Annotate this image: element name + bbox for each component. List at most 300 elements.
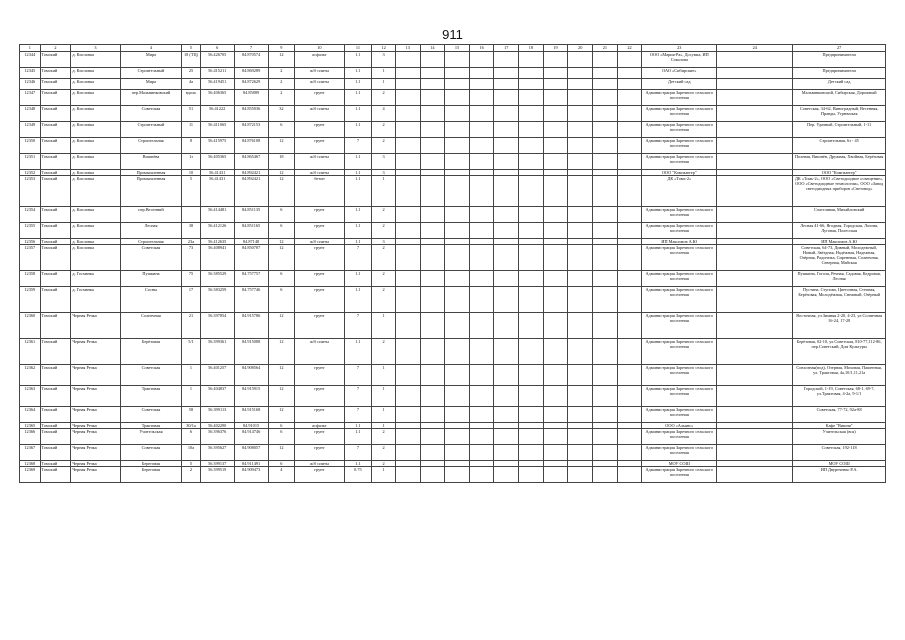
- empty-cell: [568, 287, 593, 313]
- house-cell: 75: [182, 271, 200, 287]
- settlement-cell: Черная Речка: [71, 339, 120, 365]
- empty-cell: [593, 445, 618, 461]
- longitude-cell: 84.870574: [234, 52, 268, 68]
- empty-cell: [717, 122, 793, 138]
- empty-cell: [543, 313, 568, 339]
- empty-cell: [519, 467, 544, 483]
- surface-cell: грунт: [295, 467, 344, 483]
- empty-cell: [617, 223, 642, 239]
- latitude-cell: 56.383259: [200, 287, 234, 313]
- latitude-cell: 56.401257: [200, 365, 234, 386]
- empty-cell: [717, 68, 793, 79]
- house-cell: 30/1а: [182, 423, 200, 429]
- empty-cell: [445, 313, 470, 339]
- owner-cell: МОУ СОШ: [642, 461, 717, 467]
- empty-cell: [445, 445, 470, 461]
- area-cell: 1.1: [344, 68, 372, 79]
- empty-cell: [717, 138, 793, 154]
- settlement-cell: Черная Речка: [71, 461, 120, 467]
- empty-cell: [420, 176, 445, 207]
- volume-cell: 12: [268, 245, 295, 271]
- container-count-cell: 4: [372, 106, 396, 122]
- settlement-cell: Черная Речка: [71, 445, 120, 461]
- waste-sources-cell: Советская, 34-62, Виноградный, Весенняя, Правды, Угрюмская: [793, 106, 886, 122]
- empty-cell: [568, 52, 593, 68]
- owner-cell: ОАО «Сибирские»: [642, 68, 717, 79]
- empty-cell: [593, 245, 618, 271]
- empty-cell: [494, 386, 519, 407]
- empty-cell: [543, 245, 568, 271]
- empty-cell: [519, 271, 544, 287]
- surface-cell: ж/б плиты: [295, 154, 344, 170]
- empty-cell: [420, 223, 445, 239]
- settlement-cell: Черная Речка: [71, 467, 120, 483]
- district-cell: Томский: [40, 313, 71, 339]
- latitude-cell: 56.405365: [200, 154, 234, 170]
- empty-cell: [395, 339, 420, 365]
- area-cell: 1.1: [344, 287, 372, 313]
- settlement-cell: Черная Речка: [71, 365, 120, 386]
- surface-cell: грунт: [295, 223, 344, 239]
- empty-cell: [593, 365, 618, 386]
- district-cell: Томский: [40, 429, 71, 445]
- table-row: [20, 245, 886, 271]
- longitude-cell: 84.892421: [234, 176, 268, 207]
- waste-sources-cell: Строительная, 6з - 45: [793, 138, 886, 154]
- empty-cell: [717, 429, 793, 445]
- surface-cell: грунт: [295, 407, 344, 423]
- empty-cell: [519, 68, 544, 79]
- area-cell: 1.1: [344, 106, 372, 122]
- owner-cell: Администрация Заречного сельского поселения: [642, 287, 717, 313]
- site-id-cell: 12367: [20, 445, 41, 461]
- empty-cell: [494, 90, 519, 106]
- empty-cell: [543, 68, 568, 79]
- district-cell: Томский: [40, 365, 71, 386]
- site-id-cell: 12348: [20, 106, 41, 122]
- house-cell: 25: [182, 68, 200, 79]
- street-cell: Берёзовая: [120, 339, 182, 365]
- empty-cell: [445, 271, 470, 287]
- district-cell: Томский: [40, 423, 71, 429]
- container-count-cell: 2: [372, 271, 396, 287]
- empty-cell: [593, 154, 618, 170]
- empty-cell: [420, 79, 445, 90]
- empty-cell: [420, 122, 445, 138]
- volume-cell: 6: [268, 423, 295, 429]
- empty-cell: [395, 245, 420, 271]
- volume-cell: 6: [268, 429, 295, 445]
- district-cell: Томский: [40, 467, 71, 483]
- container-count-cell: 2: [372, 245, 396, 271]
- table-row: [20, 467, 886, 483]
- latitude-cell: 56.412126: [200, 223, 234, 239]
- empty-cell: [593, 52, 618, 68]
- empty-cell: [717, 313, 793, 339]
- area-cell: 7: [344, 386, 372, 407]
- house-cell: 17: [182, 287, 200, 313]
- street-cell: Пушкина: [120, 271, 182, 287]
- surface-cell: ж/б плиты: [295, 339, 344, 365]
- empty-cell: [469, 445, 494, 461]
- empty-cell: [617, 339, 642, 365]
- page-number: 911: [442, 27, 463, 42]
- owner-cell: Администрация Заречного сельского поселения: [642, 467, 717, 483]
- empty-cell: [519, 79, 544, 90]
- empty-cell: [593, 68, 618, 79]
- site-id-cell: 12349: [20, 122, 41, 138]
- street-cell: Советская: [120, 365, 182, 386]
- empty-cell: [395, 287, 420, 313]
- district-cell: Томский: [40, 170, 71, 176]
- empty-cell: [445, 386, 470, 407]
- empty-cell: [420, 313, 445, 339]
- empty-cell: [593, 106, 618, 122]
- empty-cell: [445, 176, 470, 207]
- latitude-cell: 56.399519: [200, 467, 234, 483]
- container-count-cell: 3: [372, 154, 396, 170]
- container-count-cell: 1: [372, 467, 396, 483]
- house-cell: 8: [182, 138, 200, 154]
- house-cell: 38: [182, 223, 200, 239]
- empty-cell: [568, 106, 593, 122]
- latitude-cell: 56.412635: [200, 239, 234, 245]
- longitude-cell: 84.915786: [234, 313, 268, 339]
- empty-cell: [395, 365, 420, 386]
- district-cell: Томский: [40, 386, 71, 407]
- surface-cell: ж/б плиты: [295, 461, 344, 467]
- longitude-cell: 84.851135: [234, 207, 268, 223]
- empty-cell: [420, 207, 445, 223]
- owner-cell: Администрация Заречного сельского поселения: [642, 386, 717, 407]
- owner-cell: Администрация Заречного сельского поселения: [642, 445, 717, 461]
- empty-cell: [519, 339, 544, 365]
- column-number-header: 19: [543, 45, 568, 52]
- empty-cell: [395, 79, 420, 90]
- empty-cell: [617, 106, 642, 122]
- empty-cell: [519, 207, 544, 223]
- volume-cell: 12: [268, 386, 295, 407]
- owner-cell: Администрация Заречного сельского поселения: [642, 339, 717, 365]
- empty-cell: [469, 122, 494, 138]
- empty-cell: [494, 154, 519, 170]
- house-cell: 10а: [182, 445, 200, 461]
- empty-cell: [445, 339, 470, 365]
- empty-cell: [445, 467, 470, 483]
- district-cell: Томский: [40, 106, 71, 122]
- site-id-cell: 12344: [20, 52, 41, 68]
- empty-cell: [568, 365, 593, 386]
- empty-cell: [494, 52, 519, 68]
- waste-sources-cell: ИП Максимов А.Ю: [793, 239, 886, 245]
- table-row: [20, 223, 886, 239]
- empty-cell: [420, 287, 445, 313]
- settlement-cell: д. Кисловка: [71, 207, 120, 223]
- street-cell: Советская: [120, 245, 182, 271]
- longitude-cell: 84.91015: [234, 423, 268, 429]
- column-number-header: 2: [40, 45, 71, 52]
- empty-cell: [519, 52, 544, 68]
- empty-cell: [519, 176, 544, 207]
- settlement-cell: д. Госманка: [71, 287, 120, 313]
- volume-cell: 18: [268, 154, 295, 170]
- longitude-cell: 84.908564: [234, 365, 268, 386]
- site-id-cell: 12350: [20, 138, 41, 154]
- column-number-header: 17: [494, 45, 519, 52]
- empty-cell: [717, 207, 793, 223]
- house-cell: 51: [182, 106, 200, 122]
- empty-cell: [617, 467, 642, 483]
- empty-cell: [445, 106, 470, 122]
- area-cell: 1.1: [344, 239, 372, 245]
- empty-cell: [543, 207, 568, 223]
- empty-cell: [593, 223, 618, 239]
- column-number-header: 15: [445, 45, 470, 52]
- empty-cell: [494, 445, 519, 461]
- settlement-cell: д. Кисловка: [71, 154, 120, 170]
- empty-cell: [519, 386, 544, 407]
- latitude-cell: 56.411065: [200, 122, 234, 138]
- owner-cell: Администрация Заречного сельского поселения: [642, 245, 717, 271]
- owner-cell: Администрация Заречного сельского поселения: [642, 429, 717, 445]
- empty-cell: [395, 90, 420, 106]
- owner-cell: Администрация Заречного сельского поселения: [642, 407, 717, 423]
- district-cell: Томский: [40, 461, 71, 467]
- latitude-cell: 56.426705: [200, 52, 234, 68]
- owner-cell: Администрация Заречного сельского поселения: [642, 106, 717, 122]
- empty-cell: [568, 467, 593, 483]
- empty-cell: [543, 154, 568, 170]
- district-cell: Томский: [40, 122, 71, 138]
- container-count-cell: 2: [372, 138, 396, 154]
- empty-cell: [543, 122, 568, 138]
- settlement-cell: д. Кисловка: [71, 138, 120, 154]
- table-row: [20, 429, 886, 445]
- waste-sources-cell: Городской, 1-19, Советская, 68-1, 69-7, ул.Трактовая, 4-2а, 9-1/1: [793, 386, 886, 407]
- latitude-cell: 56.414481: [200, 207, 234, 223]
- street-cell: Трактовая: [120, 423, 182, 429]
- empty-cell: [543, 176, 568, 207]
- street-cell: Мира: [120, 79, 182, 90]
- empty-cell: [519, 154, 544, 170]
- site-id-cell: 12365: [20, 423, 41, 429]
- empty-cell: [717, 287, 793, 313]
- empty-cell: [494, 223, 519, 239]
- street-cell: Советская: [120, 407, 182, 423]
- column-number-header: 9: [268, 45, 295, 52]
- longitude-cell: 84.85889: [234, 90, 268, 106]
- empty-cell: [469, 90, 494, 106]
- empty-cell: [445, 90, 470, 106]
- waste-sources-cell: Счастливая, Михайловский: [793, 207, 886, 223]
- volume-cell: 12: [268, 445, 295, 461]
- empty-cell: [593, 467, 618, 483]
- longitude-cell: 84.855036: [234, 106, 268, 122]
- waste-sources-cell: Совхозная(под), Озерная, Моховая, Пашенная, ул. Трактовая, 4а,10/1,11,21а: [793, 365, 886, 386]
- street-cell: Промышленная: [120, 176, 182, 207]
- empty-cell: [395, 223, 420, 239]
- street-cell: Советская: [120, 445, 182, 461]
- district-cell: Томский: [40, 287, 71, 313]
- longitude-cell: 84.908057: [234, 445, 268, 461]
- volume-cell: 12: [268, 313, 295, 339]
- waste-sources-cell: ДК «Томь-2», ООО «Светодиодное освещение», ООО «Светодиодные технологии», ООО «Завод светодиодных приборов «Световод»: [793, 176, 886, 207]
- empty-cell: [543, 223, 568, 239]
- street-cell: Учительская: [120, 429, 182, 445]
- site-id-cell: 12347: [20, 90, 41, 106]
- empty-cell: [568, 122, 593, 138]
- house-cell: 1з: [182, 154, 200, 170]
- latitude-cell: 56.385529: [200, 271, 234, 287]
- empty-cell: [617, 429, 642, 445]
- longitude-cell: 84.911491: [234, 461, 268, 467]
- empty-cell: [494, 207, 519, 223]
- empty-cell: [717, 176, 793, 207]
- site-id-cell: 12354: [20, 207, 41, 223]
- longitude-cell: 84.757746: [234, 287, 268, 313]
- empty-cell: [395, 407, 420, 423]
- empty-cell: [494, 365, 519, 386]
- area-cell: 1.1: [344, 223, 372, 239]
- waste-sources-cell: Советская, 192-118: [793, 445, 886, 461]
- street-cell: Трактовая: [120, 386, 182, 407]
- table-row: [20, 68, 886, 79]
- container-count-cell: 1: [372, 423, 396, 429]
- latitude-cell: 56.419451: [200, 79, 234, 90]
- empty-cell: [617, 138, 642, 154]
- latitude-cell: 56.408941: [200, 245, 234, 271]
- empty-cell: [543, 271, 568, 287]
- volume-cell: 2: [268, 68, 295, 79]
- site-id-cell: 12362: [20, 365, 41, 386]
- empty-cell: [617, 287, 642, 313]
- column-number-header: 23: [642, 45, 717, 52]
- house-cell: 1: [182, 365, 200, 386]
- empty-cell: [717, 386, 793, 407]
- empty-cell: [717, 79, 793, 90]
- volume-cell: 12: [268, 170, 295, 176]
- empty-cell: [469, 365, 494, 386]
- empty-cell: [469, 245, 494, 271]
- longitude-cell: 84.915915: [234, 386, 268, 407]
- owner-cell: ООО «Мария-Ра», Досумка, ИП Соколова: [642, 52, 717, 68]
- empty-cell: [494, 176, 519, 207]
- empty-cell: [494, 122, 519, 138]
- latitude-cell: 56.41431: [200, 170, 234, 176]
- empty-cell: [717, 271, 793, 287]
- empty-cell: [445, 223, 470, 239]
- empty-cell: [717, 90, 793, 106]
- container-count-cell: 1: [372, 313, 396, 339]
- empty-cell: [494, 287, 519, 313]
- empty-cell: [469, 223, 494, 239]
- settlement-cell: д. Кисловка: [71, 52, 120, 68]
- longitude-cell: 84.876108: [234, 138, 268, 154]
- empty-cell: [568, 339, 593, 365]
- table-row: [20, 90, 886, 106]
- empty-cell: [543, 339, 568, 365]
- empty-cell: [420, 271, 445, 287]
- empty-cell: [593, 138, 618, 154]
- site-id-cell: 12352: [20, 170, 41, 176]
- empty-cell: [568, 245, 593, 271]
- waste-sources-cell: МОУ СОШ: [793, 461, 886, 467]
- empty-cell: [395, 386, 420, 407]
- column-number-row: [20, 45, 886, 52]
- site-id-cell: 12369: [20, 467, 41, 483]
- owner-cell: ИП Максимов А.Ю: [642, 239, 717, 245]
- empty-cell: [543, 467, 568, 483]
- settlement-cell: д. Кисловка: [71, 90, 120, 106]
- empty-cell: [420, 386, 445, 407]
- volume-cell: 6: [268, 122, 295, 138]
- empty-cell: [519, 122, 544, 138]
- settlement-cell: Черная Речка: [71, 429, 120, 445]
- site-id-cell: 12346: [20, 79, 41, 90]
- empty-cell: [469, 52, 494, 68]
- district-cell: Томский: [40, 239, 71, 245]
- volume-cell: 6: [268, 271, 295, 287]
- area-cell: 7: [344, 365, 372, 386]
- latitude-cell: 56.399361: [200, 339, 234, 365]
- house-cell: 4а: [182, 79, 200, 90]
- table-row: [20, 154, 886, 170]
- empty-cell: [617, 52, 642, 68]
- empty-cell: [469, 271, 494, 287]
- street-cell: Береговая: [120, 467, 182, 483]
- empty-cell: [494, 245, 519, 271]
- house-cell: 5: [182, 461, 200, 467]
- empty-cell: [445, 429, 470, 445]
- empty-cell: [617, 245, 642, 271]
- empty-cell: [445, 365, 470, 386]
- table-row: [20, 52, 886, 68]
- waste-sources-cell: Полевая, Вишнёв, Дружная, Хвойная, Берёзовая: [793, 154, 886, 170]
- street-cell: Промышленная: [120, 170, 182, 176]
- surface-cell: грунт: [295, 271, 344, 287]
- longitude-cell: 84.869289: [234, 68, 268, 79]
- waste-sources-cell: Кафе "Вишня": [793, 423, 886, 429]
- container-count-cell: 2: [372, 461, 396, 467]
- district-cell: Томский: [40, 271, 71, 287]
- longitude-cell: 84.757757: [234, 271, 268, 287]
- column-number-header: 1: [20, 45, 41, 52]
- site-id-cell: 12351: [20, 154, 41, 170]
- area-cell: 1.1: [344, 339, 372, 365]
- container-count-cell: 3: [372, 52, 396, 68]
- area-cell: 7: [344, 313, 372, 339]
- street-cell: Сосны: [120, 287, 182, 313]
- surface-cell: грунт: [295, 313, 344, 339]
- volume-cell: 12: [268, 365, 295, 386]
- empty-cell: [420, 90, 445, 106]
- table-row: [20, 407, 886, 423]
- column-number-header: 6: [200, 45, 234, 52]
- district-cell: Томский: [40, 52, 71, 68]
- empty-cell: [519, 445, 544, 461]
- empty-cell: [543, 445, 568, 461]
- empty-cell: [617, 365, 642, 386]
- empty-cell: [395, 154, 420, 170]
- surface-cell: ж/б плиты: [295, 239, 344, 245]
- empty-cell: [568, 79, 593, 90]
- site-id-cell: 12345: [20, 68, 41, 79]
- empty-cell: [494, 339, 519, 365]
- area-cell: 1.1: [344, 207, 372, 223]
- area-cell: 1.1: [344, 122, 372, 138]
- latitude-cell: 56.415211: [200, 68, 234, 79]
- container-count-cell: 2: [372, 445, 396, 461]
